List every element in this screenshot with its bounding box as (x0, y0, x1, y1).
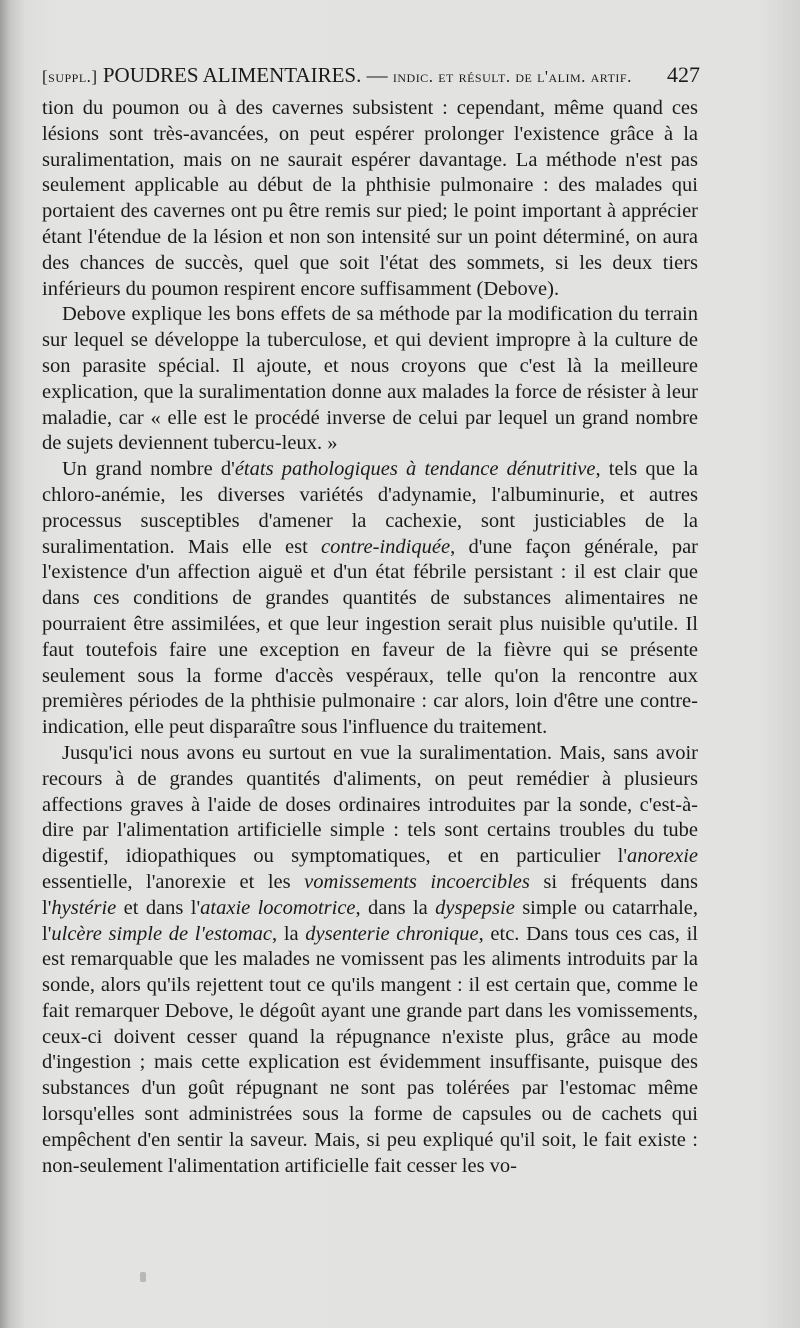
italic-term: ataxie locomotrice (200, 896, 356, 919)
page-number: 427 (667, 62, 700, 87)
text-run: , la (272, 922, 306, 945)
running-header (42, 62, 700, 90)
text-run: , etc. Dans tous ces cas, il est remarquable que les malades ne vomissent pas les aliments introduits par la sonde, alors qu'ils rejettent tout ce qu'ils mangent : il est certain que, comme le fait remarquer Debove, le dégoût ayant une grande part dans les vomissements, ceux-ci doivent cesser quand la répugnance n'existe plus, grâce au mode d'ingestion ; mais cette explication est évidemment insuffisante, puisque des substances d'un goût répugnant ne sont pas tolérées par l'estomac même lorsqu'elles sont administrées sous la forme de capsules ou de cachets qui empêchent d'en sentir la saveur. Mais, si peu expliqué qu'il soit, le fait existe : non-seulement l'alimentation artificielle fait cesser les vo- (42, 922, 698, 1177)
italic-term: contre-indiquée (321, 535, 451, 558)
italic-term: ulcère simple de l'estomac (51, 922, 273, 945)
running-title: POUDRES ALIMENTAIRES. (102, 63, 362, 87)
paragraph-2 (42, 302, 698, 457)
text-run: Jusqu'ici nous avons eu surtout en vue la suralimentation. Mais, sans avoir recours à de grandes quantités d'aliments, on peut remédier à plusieurs affections graves à l'aide de doses ordinaires introduites par la sonde, c'est-à-dire par l'alimentation artificielle simple : tels sont certains troubles du tube digestif, idiopathiques ou symptomatiques, et en particulier l' (42, 741, 698, 868)
text-run: et dans l' (116, 896, 201, 919)
italic-term: vomissements incoercibles (304, 870, 530, 893)
text-run: essentielle, l'anorexie et les (42, 870, 305, 893)
text-run: Un grand nombre d' (62, 458, 235, 481)
body-text (42, 96, 698, 1179)
text-run: tion du poumon ou à des cavernes subsistent : cependant, même quand ces lésions sont très-avancées, on peut espérer prolonger l'existence grâce à la suralimentation, mais on ne saurait espérer davantage. La méthode n'est pas seulement applicable au début de la phthisie pulmonaire : des malades qui portaient des cavernes ont pu être remis sur pied; le point important à apprécier étant l'étendue de la lésion et non son intensité sur un point déterminé, on aura des chances de succès, quel que soit l'état des sommets, si les deux tiers inférieurs du poumon respirent encore suffisamment (Debove). (42, 97, 698, 300)
paragraph-4 (42, 741, 698, 1180)
running-subtitle: indic. et résult. de l'alim. artif. (392, 67, 632, 86)
italic-term: dyspepsie (435, 896, 515, 919)
supplement-label: [suppl.] (42, 67, 98, 86)
text-run: , d'une façon générale, par l'existence d'un affection aiguë et d'un état fébrile persistant : il est clair que dans ces conditions de grandes quantités de substances alimentaires ne pourraient être assimilées, et que leur ingestion serait plus nuisible qu'utile. Il faut toutefois faire une exception en faveur de la fièvre qui se présente seulement sous la forme d'accès vespéraux, telle qu'on la rencontre aux premières périodes de la phthisie pulmonaire : car alors, loin d'être une contre-indication, elle peut disparaître sous l'influence du traitement. (42, 535, 698, 739)
text-run: , dans la (355, 896, 436, 919)
italic-term: dysenterie chronique (305, 922, 479, 945)
ink-speck (140, 1272, 146, 1282)
text-run: si fréquents dans l' (42, 870, 698, 919)
italic-term: états pathologiques à tendance dénutritive (234, 458, 596, 481)
text-run: , tels que la chloro-anémie, les diverses variétés d'adynamie, l'albuminurie, et autres processus susceptibles d'amener la cachexie, sont justiciables de la suralimentation. Mais elle est (42, 458, 698, 558)
italic-term: anorexie (627, 845, 698, 868)
text-run: simple ou catarrhale, l' (42, 896, 698, 945)
paragraph-3 (42, 457, 698, 741)
paragraph-1 (42, 96, 698, 302)
header-dash: — (366, 63, 388, 87)
text-run: Debove explique les bons effets de sa méthode par la modification du terrain sur lequel se développe la tuberculose, et qui devient impropre à la culture de son parasite spécial. Il ajoute, et nous croyons que c'est là la meilleure explication, que la suralimentation donne aux malades la force de résister à leur maladie, car « elle est le procédé inverse de celui par lequel un grand nombre de sujets deviennent tubercu-leux. » (42, 303, 698, 455)
italic-term: hystérie (51, 896, 117, 919)
